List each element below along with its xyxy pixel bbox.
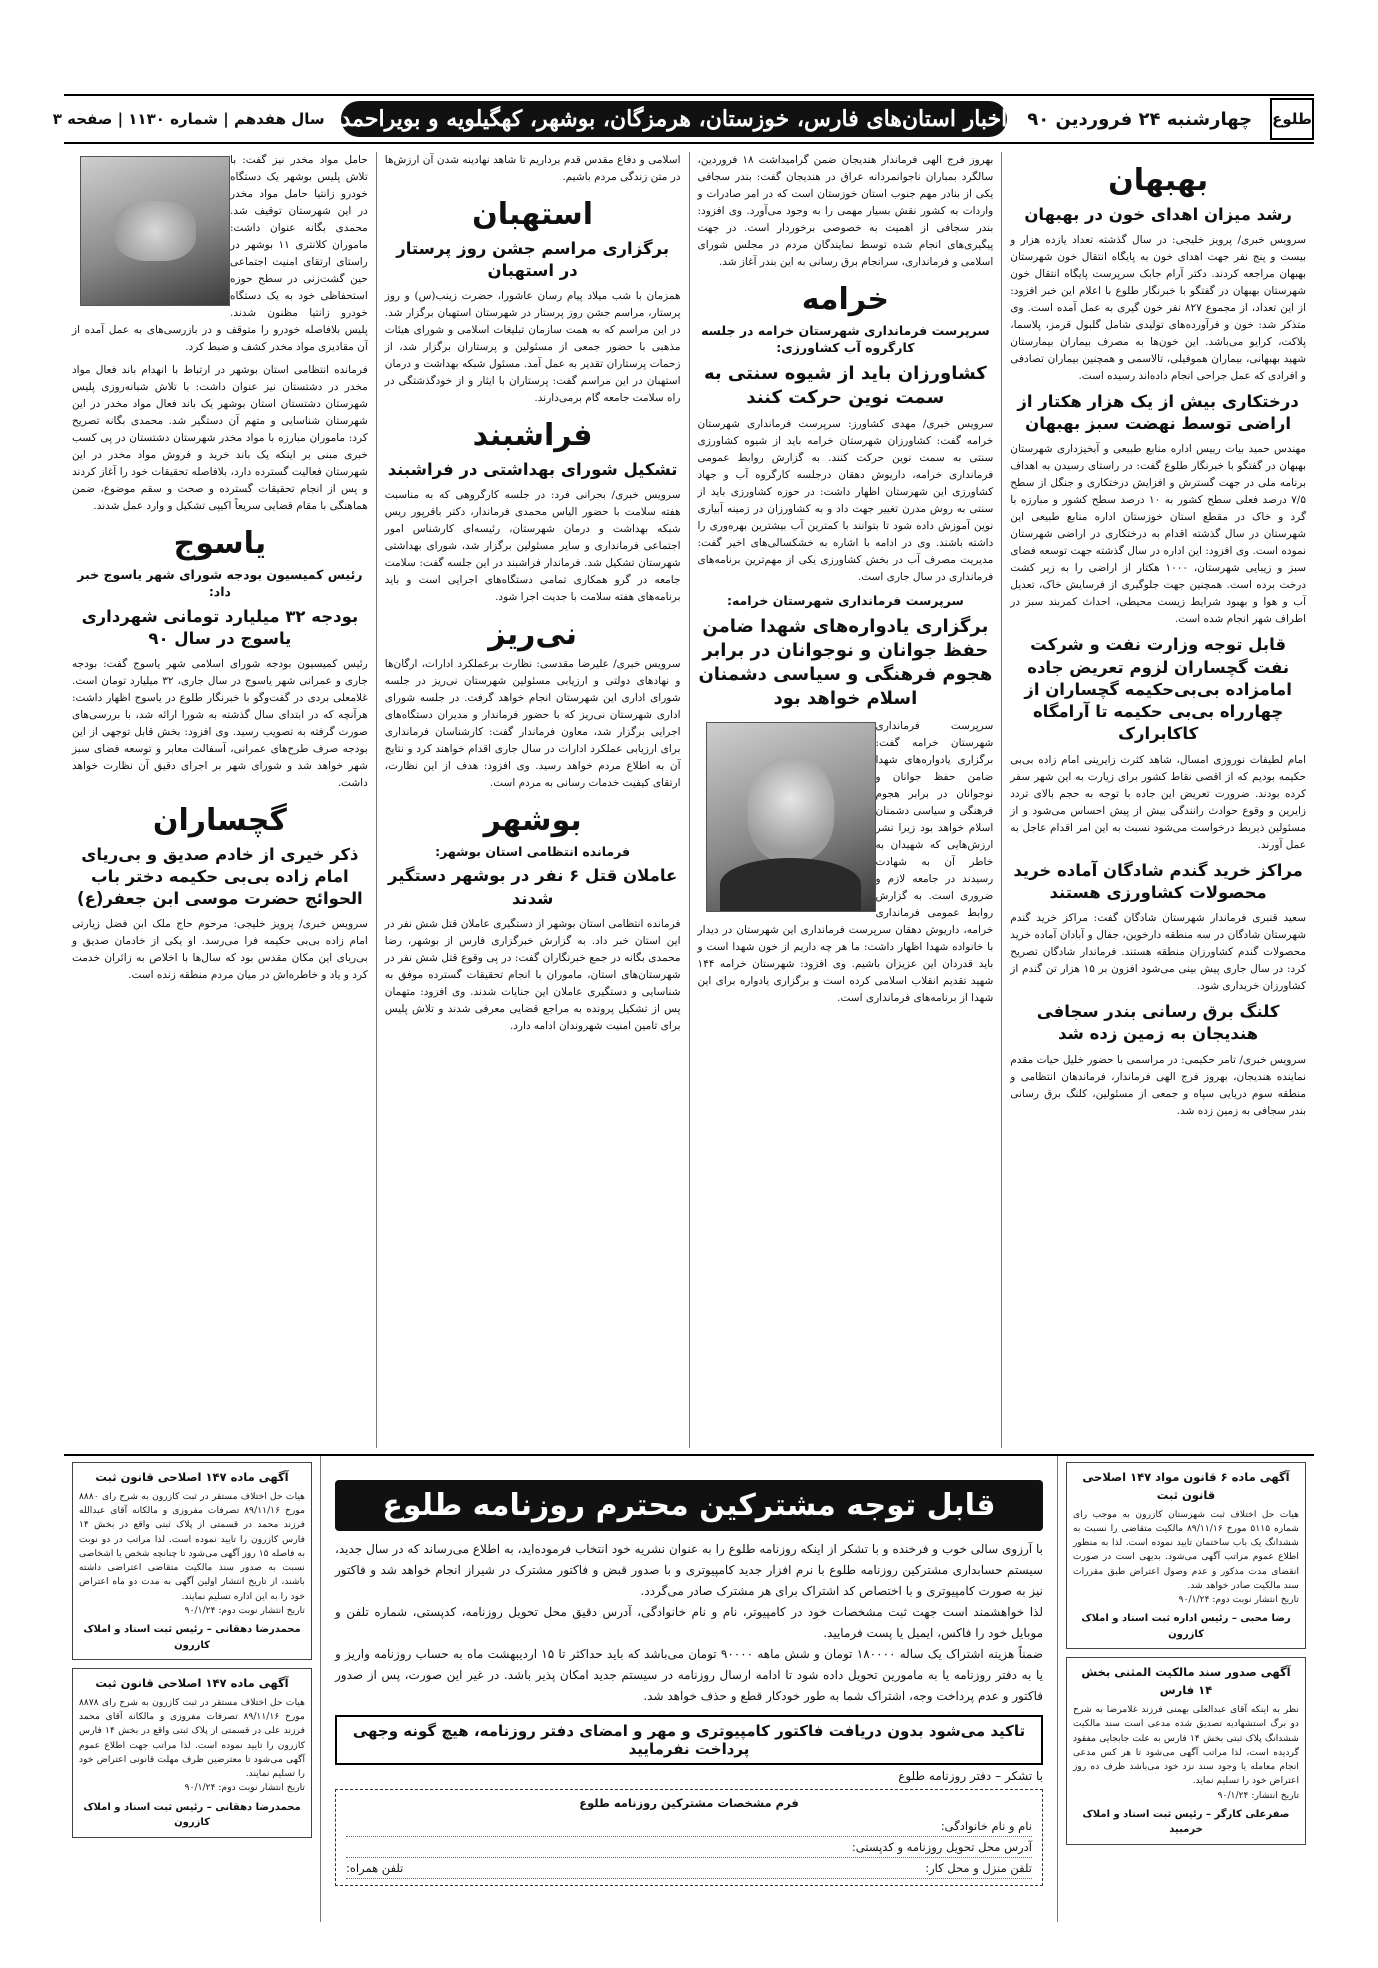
legal-notice	[72, 1668, 312, 1838]
notice-signature: صفرعلی کارگر – رئیس ثبت اسناد و املاک خرمبید	[1082, 1808, 1290, 1836]
kicker: فرمانده انتظامی استان بوشهر:	[435, 843, 631, 859]
article-columns	[64, 152, 1314, 1448]
announcement-text: لذا خواهشمند است جهت ثبت مشخصات خود در کامپیوتر، نام و نام خانوادگی، آدرس دقیق محل تحویل روزنامه، کدپستی، شماره تلفن و موبایل خود را فاکس، ایمیل یا پست فرمایید.	[335, 1605, 1043, 1640]
section-title-neyriz: نی‌ریز	[488, 616, 578, 652]
column-3	[376, 152, 689, 1448]
article-body: همزمان با شب میلاد پیام رسان عاشورا، حضرت زینب(س) و روز پرستار، مراسم جشن روز پرستار در شهرستان استهبان برگزار شد. در این مراسم که به همت سازمان تبلیغات اسلامی و شورای هیئات مذهبی با حضور جمعی از مسئولین و پرستاران برگزار شد، از زحمات پرستاران تقدیر به عمل آمد. مسئول شبکه بهداشت و درمان استهبان در این مراسم گفت: پرستاران با ایثار و از خودگذشتگی در راه سلامت جامعه گام برمی‌دارند.	[384, 290, 681, 405]
headline: تشکیل شورای بهداشتی در فراشبند	[387, 459, 678, 479]
headline: مراکز خرید گندم شادگان آماده خرید محصولات کشاورزی هستند	[1013, 860, 1303, 902]
article-body: سرویس خبری/ پرویز خلیجی: مرحوم حاج ملک ابن فضل زیارتی امام زاده بی‌بی حکیمه فرا می‌رسد. او یکی از خادمان صدیق و بی‌ریای این مکان مقدس بود که سال‌ها با اخلاص به زائران خدمت کرد و یاد و خاطره‌اش در میان مردم منطقه زنده است.	[72, 918, 368, 982]
section-title-kharameh: خرامه	[801, 282, 890, 317]
notice-date: تاریخ انتشار: ۹۰/۱/۲۴	[1217, 1789, 1299, 1801]
form-row	[346, 1816, 1032, 1837]
notice-date: تاریخ انتشار نوبت دوم: ۹۰/۱/۲۴	[1178, 1594, 1299, 1606]
notice-title: آگهی ماده ۱۴۷ اصلاحی قانون ثبت	[95, 1676, 289, 1691]
kicker: سرپرست فرمانداری شهرستان خرامه:	[726, 593, 964, 609]
bottom-section	[64, 1454, 1314, 1922]
kicker: رئیس کمیسیون بودجه شورای شهر یاسوج خبر داد:	[77, 566, 363, 599]
form-label: نام و نام خانوادگی:	[940, 1819, 1032, 1833]
notice-signature: رضا محبی – رئیس اداره ثبت اسناد و املاک کازرون	[1081, 1613, 1291, 1640]
section-title-gachsaran: گچساران	[152, 803, 287, 839]
headline: قابل توجه وزارت نفت و شرکت نفت گچساران لزوم تعریض جاده امامزاده بی‌بی‌حکیمه گچساران از چهارراه بی‌بی حکیمه تا آرامگاه کاکابرارک	[1024, 635, 1292, 744]
form-title: فرم مشخصات مشترکین روزنامه طلوع	[579, 1796, 799, 1810]
newspaper-logo: طلوع	[1270, 98, 1314, 140]
form-value: تلفن همراه:	[346, 1861, 404, 1875]
announcement-signature: با تشکر – دفتر روزنامه طلوع	[898, 1769, 1043, 1783]
column-4	[64, 152, 376, 1448]
legal-notice	[72, 1462, 312, 1660]
notice-body: هیات حل اختلاف مستقر در ثبت کازرون به شرح رای ۸۸۸۰ مورخ ۸۹/۱۱/۱۶ تصرفات مفروزی و مالکانه آقای عبدالله فرزند محمد در قسمتی از پلاک ثبتی واقع در بخش ۱۴ فارس کازرون را تایید نموده است. لذا مراتب در دو نوبت به فاصله ۱۵ روز آگهی می‌شود تا چنانچه شخص یا اشخاصی نسبت به صدور سند مالکیت متقاضی اعتراضی داشته باشند، از تاریخ انتشار اولین آگهی به مدت دو ماه اعتراض خود را به این اداره تسلیم نمایند.	[79, 1490, 305, 1602]
headline: برگزاری مراسم جشن روز پرستار در استهبان	[396, 238, 670, 280]
column-2	[689, 152, 1002, 1448]
announcement-title: قابل توجه مشترکین محترم روزنامه طلوع	[335, 1480, 1043, 1531]
section-title-bushehr: بوشهر	[483, 803, 582, 839]
article-body: سرویس خبری/ تامر حکیمی: در مراسمی با حضور خلیل حیات مقدم نماینده هندیجان، بهروز فرج الهی فرماندار، فرماندهان انتظامی و منطقه سوم دریایی سپاه و جمعی از مسئولین، کلنگ برق رسانی بندر سجافی به زمین زده شد.	[1010, 1053, 1306, 1117]
article-body: فرمانده انتظامی استان بوشهر از دستگیری عاملان قتل شش نفر در این استان خبر داد. به گزارش خبرگزاری فارس از بوشهر، رضا محمدی بگانه در جمع خبرنگاران گفت: در پی وقوع قتل شش نفر در شهرستان‌های استان، ماموران با انجام تحقیقات گسترده موفق به شناسایی و دستگیری عاملان این جنایات شدند. وی افزود: متهمان پس از تشکیل پرونده به مراجع قضایی معرفی شدند و تلاش پلیس برای تامین امنیت شهروندان ادامه دارد.	[384, 917, 681, 1032]
notice-body: هیات حل اختلاف ثبت شهرستان کازرون به موجب رای شماره ۵۱۱۵ مورخ ۸۹/۱۱/۱۶ مالکیت متقاضی را نسبت به ششدانگ یک باب ساختمان تایید نموده است. لذا به منظور اطلاع عموم مراتب آگهی می‌شود. بدیهی است در صورت انقضای مدت مذکور و عدم وصول اعتراض طبق مقررات سند مالکیت صادر خواهد شد.	[1073, 1508, 1300, 1591]
section-title-estahban: استهبان	[472, 197, 594, 232]
announcement-text: ضمناً هزینه اشتراک یک ساله ۱۸۰۰۰۰ تومان و شش ماهه ۹۰۰۰۰ تومان می‌باشد که باید حداکثر تا ۱۵ اردیبهشت ماه به حساب روزنامه واریز و یا به دفتر روزنامه یا به مامورین تحویل داده شود تا ادامه ارسال روزنامه در سیستم جدید امکان پذیر باشد. در غیر این صورت، پس از صدور فاکتور و عدم پرداخت وجه، اشتراک شما به طور خودکار قطع و حذف خواهد شد.	[335, 1647, 1044, 1703]
headline: برگزاری یادواره‌های شهدا ضامن حفظ جوانان و نوجوانان در برابر هجوم فرهنگی و سیاسی دشمنان اسلام خواهد بود	[698, 615, 993, 710]
article-body: بهروز فرج الهی فرماندار هندیجان ضمن گرامیداشت ۱۸ فروردین، سالگرد بمباران ناجوانمردانه عراق در هندیجان گفت: بندر سجافی یکی از بنادر مهم جنوب استان خوزستان است که در امر صادرات و واردات به کشور نقش بسیار مهمی را به وجود می‌آورد. وی افزود: بندر سجافی از اهمیت به خصوصی برخوردار است. در جهت پیگیری‌های انجام شده توسط نمایندگان مردم در مجلس شورای اسلامی و فرمانداری، سرانجام برق رسانی به این بندر آغاز شد.	[697, 154, 994, 268]
section-title-farashband: فراشبند	[472, 418, 593, 454]
section-banner: اخبار استان‌های فارس، خوزستان، هرمزگان، بوشهر، کهگیلویه و بویراحمد	[341, 101, 1008, 137]
form-row	[346, 1837, 1032, 1858]
article-body: حامل مواد مخدر نیز گفت: با تلاش پلیس بوشهر یک دستگاه خودرو زانتیا حامل مواد مخدر در این شهرستان توقیف شد. محمدی بگانه عنوان داشت: ماموران کلانتری ۱۱ بوشهر در راستای ارتقای امنیت اجتماعی حین گشت‌زنی در سطح حوزه استحفاظی خود به یک دستگاه خودرو زانتیا مظنون شدند. پلیس بلافاصله خودرو را متوقف و در بازرسی‌های به عمل آمده از آن مقادیری مواد مخدر کشف و ضبط کرد.	[72, 154, 368, 353]
article-body: اسلامی و دفاع مقدس قدم برداریم تا شاهد نهادینه شدن آن ارزش‌ها در متن زندگی مردم باشیم.	[384, 154, 681, 183]
official-portrait-photo	[706, 722, 876, 912]
section-title-yasuj: یاسوج	[173, 526, 267, 561]
article-body: سرپرست فرمانداری شهرستان خرامه گفت: برگزاری یادواره‌های شهدا ضامن حفظ جوانان و نوجوانان در برابر هجوم فرهنگی و سیاسی دشمنان اسلام خواهد بود زیرا نشر ارزش‌هایی که شهیدان به خاطر آن به شهادت رسیدند در جامعه لازم و ضروری است. به گزارش روابط عمومی فرمانداری خرامه، داریوش دهقان سرپرست فرمانداری این شهرستان در دیدار با خانواده شهدا اظهار داشت: ما هر چه داریم از خون شهدا است و باید قدردان این عزیزان باشیم. وی افزود: شهرستان خرامه ۱۴۴ شهید تقدیم انقلاب اسلامی کرده است و برگزاری یادواره برای این شهدا از برنامه‌های فرمانداری است.	[697, 719, 994, 1004]
legal-notices-left	[64, 1456, 320, 1922]
notice-date: تاریخ انتشار نوبت دوم: ۹۰/۱/۲۴	[184, 1604, 305, 1616]
issue-info: سال هفدهم | شماره ۱۱۳۰ | صفحه ۳	[52, 110, 325, 128]
legal-notices-right	[1058, 1456, 1314, 1922]
article-body: امام لطیفات نوروزی امسال، شاهد کثرت زایرینی امام زاده بی‌بی حکیمه بودیم که از اقصی نقاط کشور برای زیارت به این شهر سفر کرده بودند. ضرورت تعریض این جاده با توجه به حجم بالای تردد زایرین و وقوع حوادث رانندگی بیش از پیش احساس می‌شود و از مسئولین ذیربط درخواست می‌شود نسبت به این امر اقدام عاجل به عمل آورند.	[1010, 753, 1306, 851]
headline: بودجه ۳۲ میلیارد تومانی شهرداری یاسوج در سال ۹۰	[81, 606, 359, 648]
announcement-text: با آرزوی سالی خوب و فرخنده و با تشکر از اینکه روزنامه طلوع را به عنوان نشریه خود انتخاب فرموده‌اید، به اطلاع می‌رساند که در سال جدید، سیستم حسابداری مشترکین روزنامه طلوع با نرم افزار جدید کامپیوتری و با صدور قبض و فاکتور مشترک در شیراز انجام خواهد شد و فاکتور نیز به صورت کامپیوتری و با اختصاص کد اشتراک برای هر مشترک صادر می‌گردد.	[335, 1542, 1043, 1598]
article-body: سرویس خبری/ علیرضا مقدسی: نظارت برعملکرد ادارات، ارگان‌ها و نهادهای دولتی و ارزیابی مسئولین شهرستان نی‌ریز در جلسه شورای اداری این شهرستان انجام خواهد گرفت. در جلسه شورای اداری شهرستان نی‌ریز که با حضور فرماندار و مدیران دستگاه‌های اجرایی برگزار شد، معاون فرماندار گفت: کارشناسان فرمانداری برای ارزیابی عملکرد ادارات در سال جاری اقدام خواهند کرد و نتایج آن به اطلاع مردم خواهد رسید. وی افزود: هدف از این نظارت، ارتقای کیفیت خدمات رسانی به مردم است.	[384, 658, 681, 790]
issue-date: چهارشنبه ۲۴ فروردین ۹۰	[1027, 108, 1253, 130]
headline: عاملان قتل ۶ نفر در بوشهر دستگیر شدند	[387, 866, 678, 908]
notice-title: آگهی صدور سند مالکیت المثنی بخش ۱۴ فارس	[1081, 1665, 1291, 1698]
headline: درختکاری بیش از یک هزار هکتار از اراضی توسط نهضت سبز بهبهان	[1017, 391, 1299, 434]
notice-title: آگهی ماده ۱۴۷ اصلاحی قانون ثبت	[95, 1470, 289, 1484]
article-body: سعید قنبری فرماندار شهرستان شادگان گفت: مراکز خرید گندم شهرستان شادگان در سه منطقه دارخوین، جفال و آبادان آماده خرید محصولات گندم کشاورزان منطقه هستند. فرماندار شادگان تصریح کرد: در سال جاری پیش بینی می‌شود افزون بر ۱۵ هزار تن گندم از کشاورزان خریداری شود.	[1010, 912, 1306, 993]
section-title-behbahan: بهبهان	[1108, 163, 1209, 198]
handcuffed-suspect-photo	[80, 156, 230, 306]
article-body: فرمانده انتظامی استان بوشهر در ارتباط با انهدام باند فعال مواد مخدر در دشتستان نیز عنوان داشت: با تلاش شبانه‌روزی پلیس شهرستان دشتستان استان بوشهر یک باند فعال مواد مخدر در این شهرستان شناسایی و متهم آن دستگیر شد. محمدی بگانه تصریح کرد: ماموران مبارزه با مواد مخدر شهرستان دشتستان در پی کسب خبری مبنی بر اینکه یک باند خرید و فروش مواد مخدر در این شهرستان فعالیت گسترده دارد، بلافاصله تحقیقات خود را آغاز کردند و پس از انجام تحقیقات گسترده و صحت و سقم موضوع، ضمن هماهنگی با مقام قضایی سریعاً اکیپی تشکیل و وارد عمل شدند.	[72, 364, 368, 512]
notice-body: نظر به اینکه آقای عبدالعلی بهمنی فرزند غلامرضا به شرح دو برگ استشهادیه تصدیق شده مدعی است سند مالکیت ششدانگ پلاک ثبتی بخش ۱۴ فارس به علت جابجایی مفقود گردیده است، لذا مراتب آگهی می‌شود تا هر کس مدعی انجام معامله یا وجود سند نزد خود می‌باشد ظرف ده روز اعتراض خود را تسلیم نماید.	[1073, 1704, 1299, 1787]
notice-body: هیات حل اختلاف مستقر در ثبت کازرون به شرح رای ۸۸۷۸ مورخ ۸۹/۱۱/۱۶ تصرفات مفروزی و مالکانه آقای محمد فرزند علی در قسمتی از پلاک ثبتی واقع در بخش ۱۴ فارس کازرون را تایید نموده است. لذا مراتب جهت اطلاع عموم آگهی می‌شود تا معترضین ظرف مهلت قانونی اعتراض خود را تسلیم نمایند.	[79, 1696, 305, 1780]
headline: کلنگ برق رسانی بندر سجافی هندیجان به زمین زده شد	[1036, 1002, 1280, 1044]
headline: رشد میزان اهدای خون در بهبهان	[1024, 204, 1292, 224]
notice-date: تاریخ انتشار نوبت دوم: ۹۰/۱/۲۴	[184, 1782, 305, 1794]
column-1	[1001, 152, 1314, 1448]
subscriber-announcement	[320, 1456, 1058, 1922]
legal-notice	[1066, 1462, 1306, 1649]
handcuffs-image	[114, 201, 197, 260]
subscriber-form	[335, 1789, 1043, 1886]
notice-signature: محمدرضا دهقانی – رئیس ثبت اسناد و املاک کازرون	[83, 1801, 301, 1829]
payment-warning: تاکید می‌شود بدون دریافت فاکتور کامپیوتری و مهر و امضای دفتر روزنامه، هیچ گونه وجهی پرداخت نفرمایید	[335, 1715, 1043, 1765]
article-body: سرویس خبری/ پرویز خلیجی: در سال گذشته تعداد یازده هزار و بیست و پنج نفر جهت اهدای خون به پایگاه انتقال خون شهرستان بهبهان مراجعه کردند. دکتر آرام جابک سرپرست پایگاه انتقال خون شهرستان بهبهان در گفتگو با خبرنگار طلوع با اعلام این خبر افزود: از این تعداد، از مجموع ۸۲۷ نفر خون گیری به عمل آمده است. وی متذکر شد: خون و فرآورده‌های تولیدی شامل گلبول قرمز، پلاسما، پلاکت، کرایو می‌باشد. این خون‌ها به مصرف بیماران بیمارستان شهید بهبهانی، بیماران هموفیلی، تالاسمی و همچنین بیماران تصادفی و افرادی که عمل جراحی انجام داده‌اند رسیده است.	[1010, 233, 1306, 382]
portrait-shoulders	[720, 858, 861, 911]
article-body: مهندس حمید بیات رییس اداره منابع طبیعی و آبخیزداری شهرستان بهبهان در گفتگو با خبرنگار طلوع گفت: در راستای رسیدن به اهداف برنامه ملی در جهت گسترش و افزایش درختکاری و جنگل از سطح ۷/۵ درصد فعلی سطح کشور به ۱۰ درصد سطح کشور و مبارزه با گرد و خاک در مقطع استان خوزستان اداره منابع طبیعی این شهرستان در سال گذشته اقدام به درختکاری در اراضی شهرستان نموده است. وی افزود: این اداره در سال گذشته جهت توسعه فضای سبز و زیبایی شهرستان، ۱۰۰۰ هکتار از اراضی را به زیر کشت درخت برده است. همچنین جهت جلوگیری از فرسایش خاک، تعدیل آب و هوا و بهبود شرایط زیست محیطی، احداث کمربند سبز در اطراف شهر انجام شده است.	[1010, 443, 1306, 626]
kicker: سرپرست فرمانداری شهرستان خرامه در جلسه کارگروه آب کشاورزی:	[701, 322, 990, 355]
headline: ذکر خیری از خادم صدیق و بی‌ریای امام زاده بی‌بی حکیمه دختر باب الحوائج حضرت موسی ابن جعفر(ع)	[77, 844, 363, 909]
legal-notice	[1066, 1657, 1306, 1844]
article-body: رئیس کمیسیون بودجه شورای اسلامی شهر یاسوج گفت: بودجه جاری و عمرانی شهر یاسوج در سال جاری، ۳۲ میلیارد تومان است. غلامعلی بردی در گفت‌وگو با خبرنگار طلوع در یاسوج اظهار داشت: هرآنچه که در ابتدای سال گذشته به شورا ارائه شد، با بررسی‌های صورت گرفته به تصویب رسید. وی افزود: بخش قابل توجهی از این بودجه صرف طرح‌های عمرانی، آسفالت معابر و توسعه فضای سبز شهر خواهد شد و شورای شهر بر اجرای دقیق آن نظارت خواهد داشت.	[72, 658, 368, 790]
form-label: آدرس محل تحویل روزنامه و کدپستی:	[851, 1840, 1032, 1854]
headline: کشاورزان باید از شیوه سنتی به سمت نوین حرکت کنند	[703, 362, 987, 408]
portrait-face	[747, 757, 834, 862]
masthead	[52, 94, 1314, 144]
notice-signature: محمدرضا دهقانی – رئیس ثبت اسناد و املاک کازرون	[83, 1624, 301, 1651]
notice-title: آگهی ماده ۶ قانون مواد ۱۴۷ اصلاحی قانون ثبت	[1082, 1470, 1290, 1502]
form-label: تلفن منزل و محل کار:	[925, 1861, 1032, 1875]
article-body: سرویس خبری/ بحرانی فرد: در جلسه کارگروهی که به مناسبت هفته سلامت با حضور الیاس محمدی فرماندار، دکتر باقرپور ریس شبکه بهداشت و درمان شهرستان، رئیسه‌ای کارشناس امور اجتماعی فرمانداری و سایر مسئولین برگزار شد، شورای بهداشتی شهرستان تشکیل شد. فرماندار فراشبند در این جلسه گفت: سلامت جامعه در گرو همکاری تمامی دستگاه‌های اجرایی است و باید برنامه‌های هفته سلامت با جدیت اجرا شود.	[384, 488, 681, 603]
form-row	[346, 1858, 1032, 1879]
article-body: سرویس خبری/ مهدی کشاورز: سرپرست فرمانداری شهرستان خرامه گفت: کشاورزان شهرستان خرامه باید از شیوه کشاورزی سنتی به سمت نوین حرکت کنند. به گزارش روابط عمومی فرمانداری خرامه، داریوش دهقان درجلسه کارگروه آب و جهاد کشاورزی این شهرستان اظهار داشت: در حوزه کشاورزی باید از سنتی به روش مدرن تغییر جهت داد و به کشاورزان در زمینه آبیاری نوین آموزش داده شود تا بتوانند با کمترین آب بیشترین بهره‌وری را داشته باشند. وی در ادامه با اشاره به خشکسالی‌های اخیر گفت: مدیریت مصرف آب در بخش کشاورزی یکی از مهم‌ترین برنامه‌های فرمانداری در سال جاری است.	[697, 418, 994, 584]
